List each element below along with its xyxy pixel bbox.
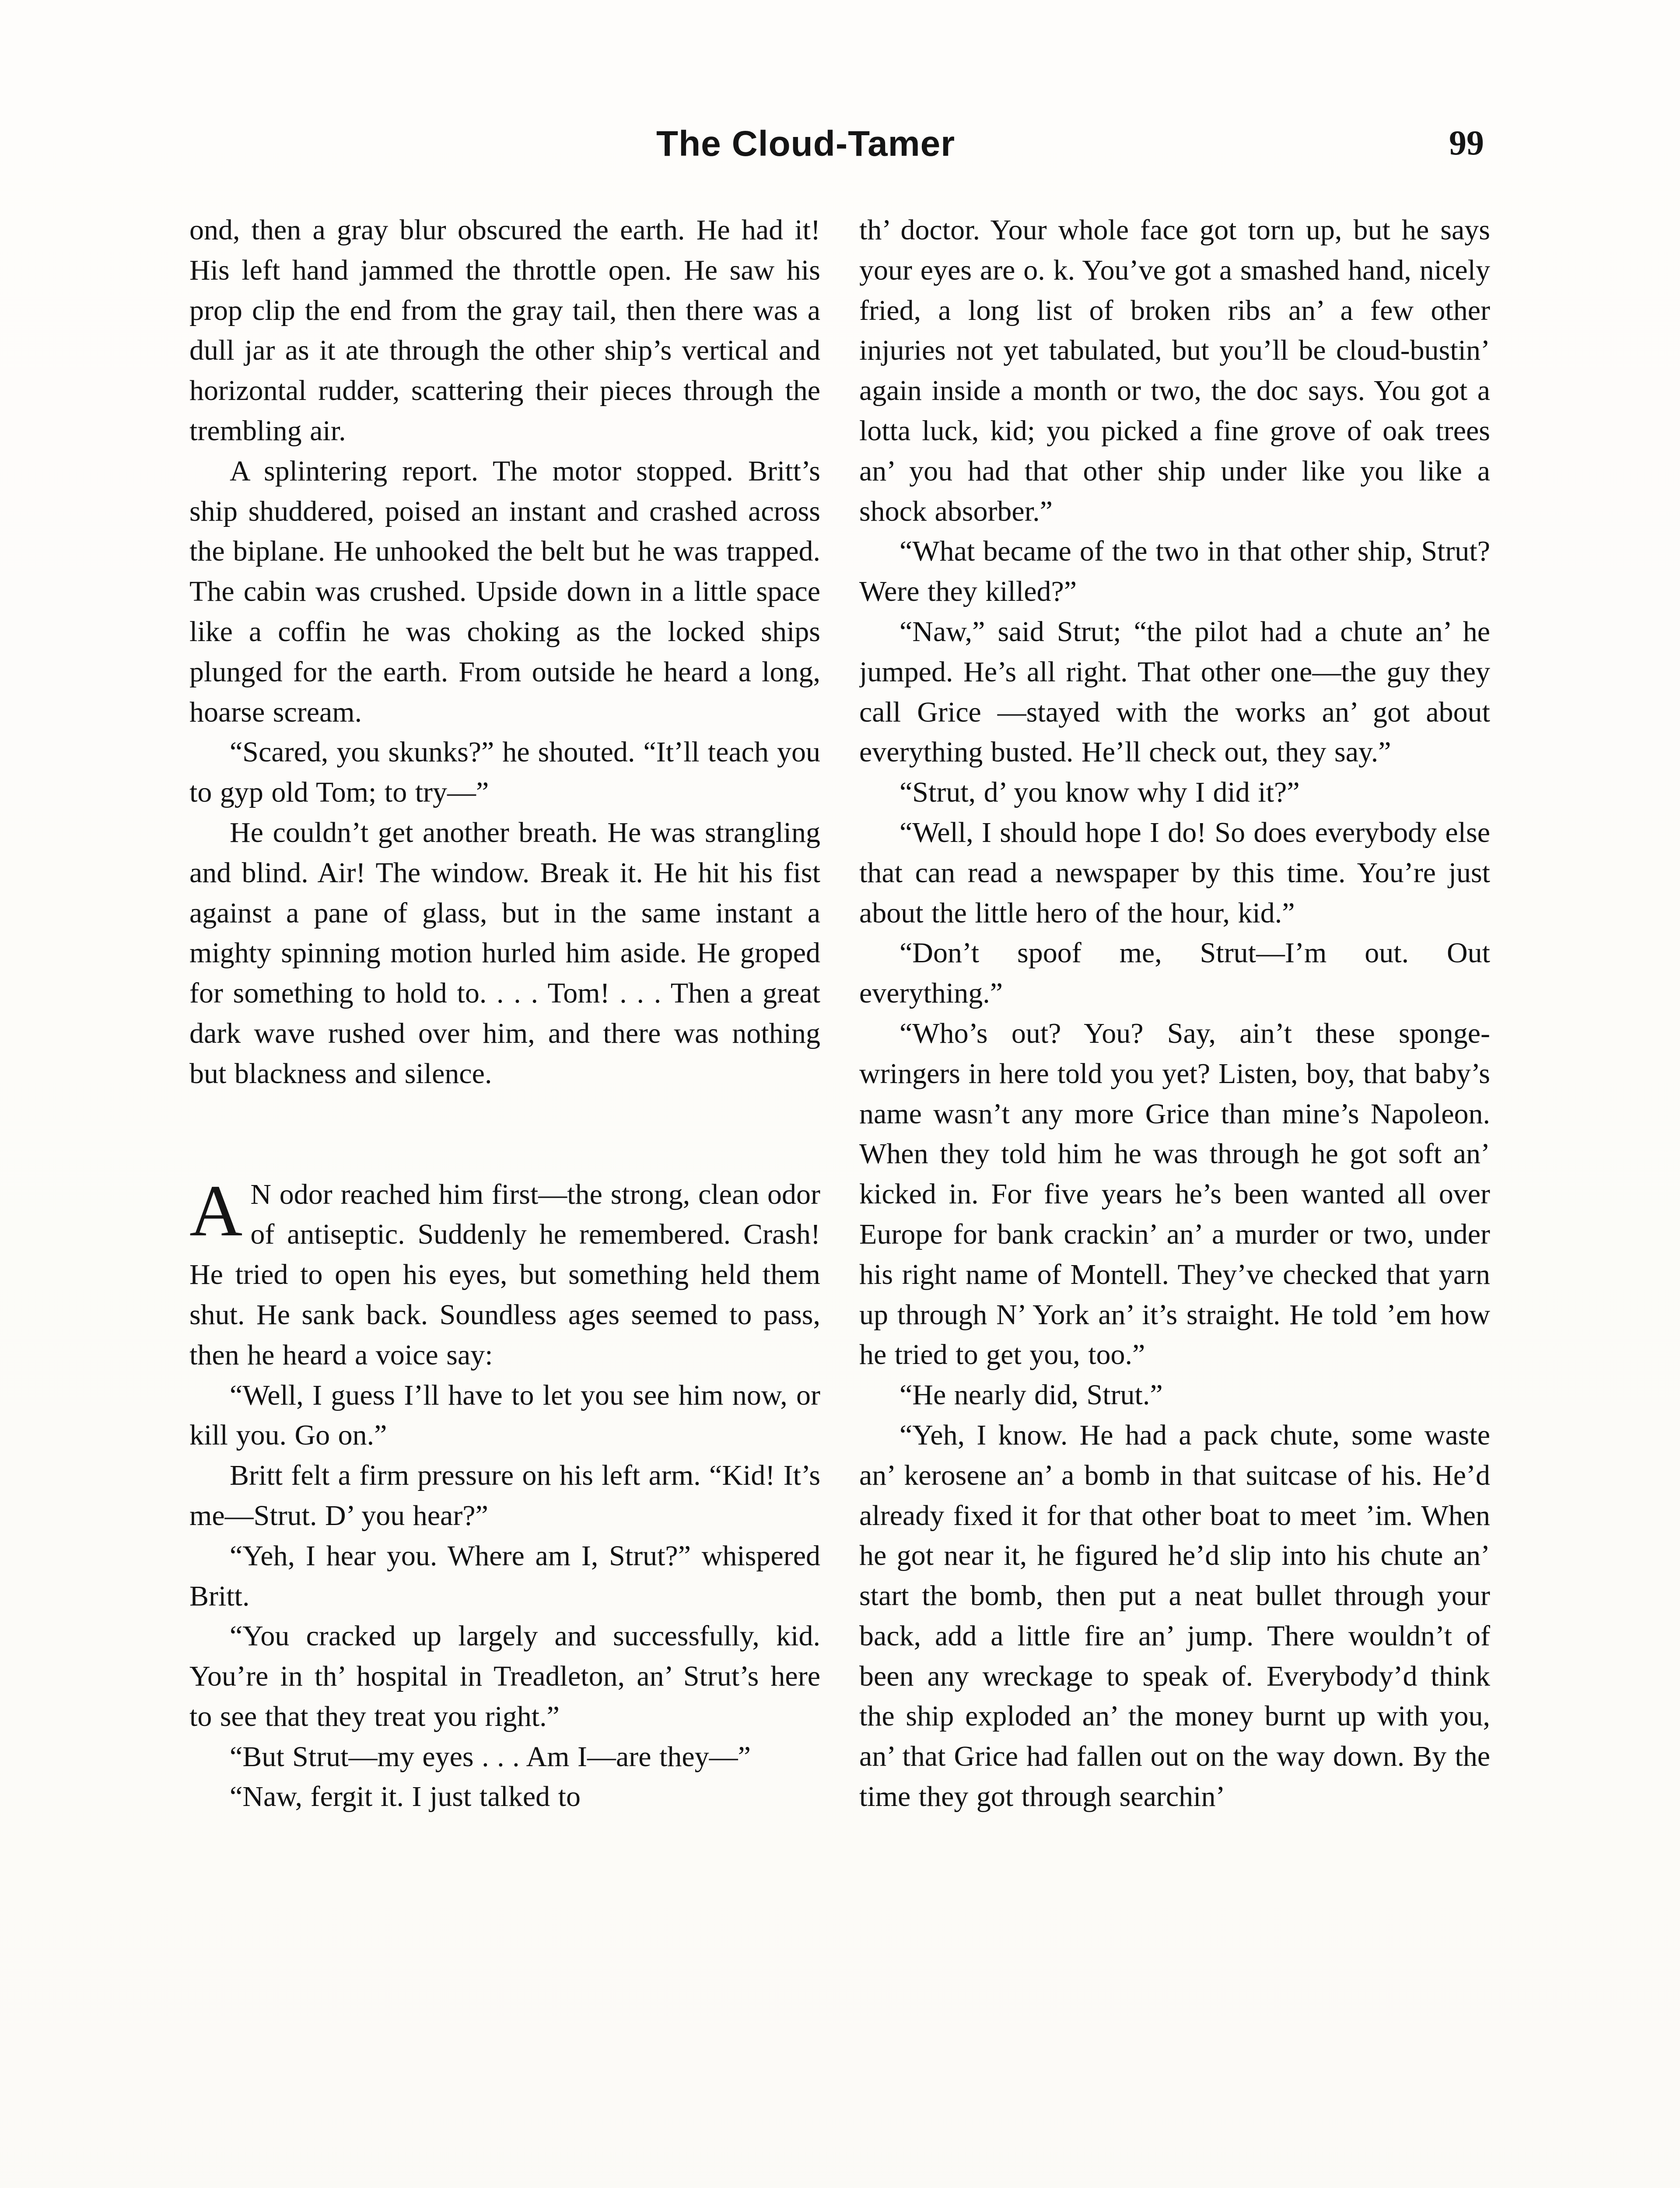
paragraph: “He nearly did, Strut.” [900,1379,1163,1411]
section-break [189,1094,820,1175]
page-number: 99 [1449,124,1484,162]
paragraph: He couldn’t get another breath. He was strangling and blind. Air! The window. Break it. He hit his fist against a pane of glass, but in the same instant a mighty spinning motion hurled him aside. He groped for something to hold to. . . . Tom! . . . Then a great dark wave rushed over him, and there was nothing but blackness and silence. [189,816,820,1090]
paragraph: “Naw,” said Strut; “the pilot had a chute an’ he jumped. He’s all right. That other one—the guy they call Grice —stayed with the works an’ got about everything busted. He’ll check out, they say.” [859,615,1490,768]
paragraph: “Don’t spoof me, Strut—I’m out. Out everything.” [859,937,1490,1010]
section-opening-text: N odor reached him first—the strong, clean odor of antiseptic. Suddenly he remembered. Crash! He tried to open his eyes, but something held them shut. He sank back. Soundless ages seemed to pass, then he heard a voice say: [189,1178,820,1371]
paragraph: “Strut, d’ you know why I did it?” [900,776,1300,809]
paragraph: Britt felt a firm pressure on his left arm. “Kid! It’s me—Strut. D’ you hear?” [189,1459,820,1532]
running-head-title: The Cloud-Tamer [656,124,956,164]
paragraph: “Who’s out? You? Say, ain’t these sponge-wringers in here told you yet? Listen, boy, that baby’s name wasn’t any more Grice than mine’s Napoleon. When they told him he was through he got soft an’ kicked in. For five years he’s been wanted all over Europe for bank crackin’ an’ a murder or two, under his right name of Montell. They’ve checked that yarn up through N’ York an’ it’s straight. He told ’em how he tried to get you, too.” [859,1017,1490,1371]
left-column [189,210,820,2188]
paragraph: “But Strut—my eyes . . . Am I—are they—” [230,1740,751,1773]
paragraph: A splintering report. The motor stopped. Britt’s ship shuddered, poised an instant and crashed across the biplane. He unhooked the belt but he was trapped. The cabin was crushed. Upside down in a little space like a coffin he was choking as the locked ships plunged for the earth. From outside he heard a long, hoarse scream. [189,455,820,728]
paragraph: “What became of the two in that other ship, Strut? Were they killed?” [859,535,1490,608]
paragraph: “Yeh, I know. He had a pack chute, some waste an’ kerosene an’ a bomb in that suitcase of his. He’d already fixed it for that other boat to meet ’im. When he got near it, he figured he’d slip into his chute an’ start the bomb, then put a neat bullet through your back, add a little fire an’ jump. There wouldn’t of been any wreckage to speak of. Everybody’d think the ship exploded an’ the money burnt up with you, an’ that Grice had fallen out on the way down. By the time they got through searchin’ [859,1419,1490,1813]
drop-cap: A [189,1170,243,1252]
paragraph: “Naw, fergit it. I just talked to [230,1781,581,1813]
paragraph: ond, then a gray blur obscured the earth. He had it! His left hand jammed the throttle open. He saw his prop clip the end from the gray tail, then there was a dull jar as it ate through the other ship’s vertical and horizontal rudder, scattering their pieces through the trembling air. [189,214,820,447]
section-opening-paragraph [189,1170,820,1375]
paragraph: “Scared, you skunks?” he shouted. “It’ll teach you to gyp old Tom; to try—” [189,736,820,809]
paragraph: “Yeh, I hear you. Where am I, Strut?” whispered Britt. [189,1539,820,1612]
paragraph: “Well, I should hope I do! So does everybody else that can read a newspaper by this time. You’re just about the little hero of the hour, kid.” [859,816,1490,929]
paragraph: “Well, I guess I’ll have to let you see him now, or kill you. Go on.” [189,1379,820,1452]
paragraph: th’ doctor. Your whole face got torn up, but he says your eyes are o. k. You’ve got a smashed hand, nicely fried, a long list of broken ribs an’ a few other injuries not yet tabulated, but you’ll be cloud-bustin’ again inside a month or two, the doc says. You got a lotta luck, kid; you picked a fine grove of oak trees an’ you had that other ship under like you like a shock absorber.” [859,214,1490,527]
paragraph: “You cracked up largely and successfully, kid. You’re in th’ hospital in Treadleton, an’ Strut’s here to see that they treat you right.” [189,1620,820,1732]
right-column [859,210,1490,2188]
